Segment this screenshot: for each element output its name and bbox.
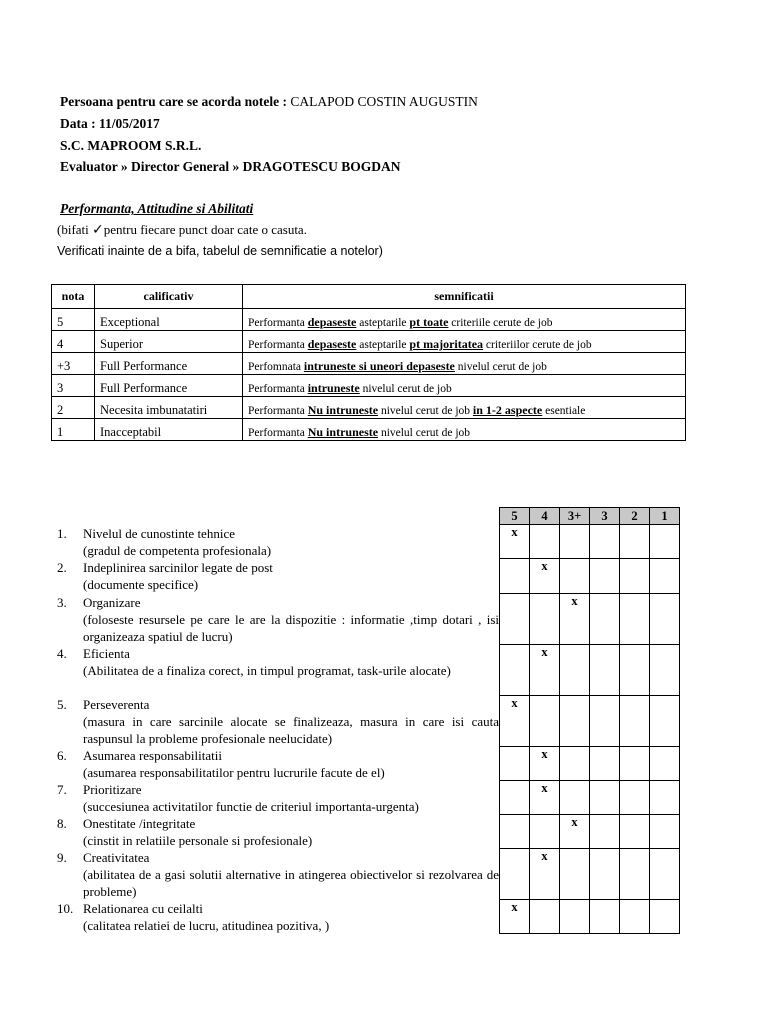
legend-nota: 3 (52, 375, 95, 397)
score-checkbox[interactable] (620, 849, 650, 900)
legend-header-semnificatii: semnificatii (243, 285, 686, 309)
score-checkbox[interactable] (500, 645, 530, 696)
criterion-description: (Abilitatea de a finaliza corect, in timpul programat, task-urile alocate) (83, 663, 451, 678)
score-checkbox[interactable] (590, 849, 620, 900)
note-suffix: pentru fiecare punct doar cate o casuta. (103, 222, 307, 237)
score-checkbox[interactable] (620, 559, 650, 594)
score-checkbox[interactable] (530, 525, 560, 559)
score-checkbox[interactable] (650, 747, 680, 781)
score-checkbox[interactable] (650, 645, 680, 696)
score-checkbox[interactable] (590, 815, 620, 849)
legend-nota: 2 (52, 397, 95, 419)
criterion-item (57, 849, 499, 900)
score-checkbox-checked[interactable]: x (530, 747, 560, 781)
company-name: S.C. MAPROOM S.R.L. (60, 138, 202, 153)
legend-text: asteptarile (356, 339, 410, 351)
legend-text: Performanta (248, 317, 308, 329)
criterion-number: 5. (57, 697, 67, 712)
criterion-description: (documente specifice) (83, 577, 199, 592)
score-checkbox[interactable] (560, 525, 590, 559)
criterion-description: (abilitatea de a gasi solutii alternative in atingerea obiectivelor si rezolvarea de probleme) (83, 867, 499, 899)
score-checkbox-checked[interactable]: x (530, 849, 560, 900)
grid-row (500, 900, 680, 934)
score-checkbox[interactable] (500, 747, 530, 781)
criterion-description: (calitatea relatiei de lucru, atitudinea pozitiva, ) (83, 918, 330, 933)
score-checkbox[interactable] (560, 781, 590, 815)
criterion-item (57, 696, 499, 747)
grid-row (500, 696, 680, 747)
criterion-description: (foloseste resursele pe care le are la dispozitie : informatie ,timp dotari , isi organizeaza spatiul de lucru) (83, 612, 499, 644)
criterion-item (57, 645, 499, 679)
legend-row (52, 375, 686, 397)
score-checkbox[interactable] (500, 781, 530, 815)
criterion-title: Relationarea cu ceilalti (83, 901, 203, 916)
grid-header-cell: 5 (500, 508, 530, 525)
criterion-description: (succesiunea activitatilor functie de criteriul importanta-urgenta) (83, 799, 419, 814)
legend-text: Perfomnata (248, 361, 304, 373)
criterion-title: Organizare (83, 595, 141, 610)
criterion-number: 10. (57, 901, 74, 916)
legend-emphasis: pt majoritatea (409, 337, 484, 351)
legend-calificativ: Necesita imbunatatiri (95, 397, 243, 419)
legend-semnificatie (243, 375, 686, 397)
score-checkbox[interactable] (560, 747, 590, 781)
legend-emphasis: depaseste (307, 337, 357, 351)
grid-row (500, 645, 680, 696)
legend-emphasis: intruneste (307, 381, 360, 395)
criterion-item (57, 747, 499, 781)
criterion-item (57, 781, 499, 815)
criterion-number: 6. (57, 748, 67, 763)
legend-calificativ: Superior (95, 331, 243, 353)
score-checkbox[interactable] (590, 900, 620, 934)
legend-text: criteriile cerute de job (448, 317, 553, 329)
score-checkbox-checked[interactable]: x (560, 815, 590, 849)
date-line (60, 115, 160, 133)
legend-semnificatie (243, 397, 686, 419)
criterion-number: 8. (57, 816, 67, 831)
score-checkbox[interactable] (650, 594, 680, 645)
person-line (60, 93, 478, 111)
score-checkbox[interactable] (530, 900, 560, 934)
person-name: CALAPOD COSTIN AUGUSTIN (290, 94, 478, 109)
evaluator-label: Evaluator » Director General » (60, 159, 240, 174)
criterion-number: 2. (57, 560, 67, 575)
grid-row (500, 559, 680, 594)
criterion-number: 1. (57, 526, 67, 541)
criterion-item (57, 815, 499, 849)
legend-nota: +3 (52, 353, 95, 375)
checkmark-icon: ✓ (92, 222, 104, 238)
score-checkbox[interactable] (560, 900, 590, 934)
legend-header-calificativ: calificativ (95, 285, 243, 309)
score-checkbox-checked[interactable]: x (500, 900, 530, 934)
date-label: Data : (60, 116, 96, 131)
score-checkbox[interactable] (620, 781, 650, 815)
score-checkbox[interactable] (620, 900, 650, 934)
legend-calificativ: Full Performance (95, 353, 243, 375)
criterion-number: 7. (57, 782, 67, 797)
instruction-note (57, 222, 307, 238)
grade-legend-table (51, 284, 686, 441)
legend-nota: 4 (52, 331, 95, 353)
score-checkbox[interactable] (560, 849, 590, 900)
score-checkbox[interactable] (650, 696, 680, 747)
note-prefix: (bifati (57, 222, 89, 237)
evaluator-name: DRAGOTESCU BOGDAN (242, 159, 401, 174)
legend-semnificatie (243, 309, 686, 331)
score-checkbox[interactable] (620, 645, 650, 696)
score-checkbox-checked[interactable]: x (500, 696, 530, 747)
score-checkbox[interactable] (620, 815, 650, 849)
criterion-title: Prioritizare (83, 782, 142, 797)
score-checkbox-checked[interactable]: x (530, 559, 560, 594)
legend-text: Performanta (248, 383, 308, 395)
grid-header-cell: 2 (620, 508, 650, 525)
score-checkbox[interactable] (560, 559, 590, 594)
section-title: Performanta, Attitudine si Abilitati (60, 201, 254, 216)
score-checkbox[interactable] (620, 696, 650, 747)
score-checkbox-checked[interactable]: x (530, 781, 560, 815)
score-checkbox[interactable] (590, 747, 620, 781)
criterion-description: (cinstit in relatiile personale si profesionale) (83, 833, 313, 848)
legend-row (52, 397, 686, 419)
legend-nota: 5 (52, 309, 95, 331)
score-grid (499, 507, 680, 934)
grid-row (500, 815, 680, 849)
score-checkbox[interactable] (650, 559, 680, 594)
score-checkbox-checked[interactable]: x (500, 525, 530, 559)
score-checkbox-checked[interactable]: x (560, 594, 590, 645)
criterion-description: (masura in care sarcinile alocate se finalizeaza, masura in care isi cauta raspunsul la probleme profesionale neelucidate) (83, 714, 499, 746)
criterion-item (57, 525, 499, 559)
legend-text: asteptarile (356, 317, 410, 329)
legend-text: esentiale (542, 405, 586, 417)
legend-calificativ: Inacceptabil (95, 419, 243, 441)
legend-row (52, 419, 686, 441)
criterion-description: (asumarea responsabilitatilor pentru lucrurile facute de el) (83, 765, 385, 780)
score-checkbox[interactable] (500, 815, 530, 849)
grid-header-cell: 3+ (560, 508, 590, 525)
criterion-description: (gradul de competenta profesionala) (83, 543, 272, 558)
legend-header-nota: nota (52, 285, 95, 309)
legend-text: nivelul cerut de job (359, 383, 452, 395)
score-checkbox[interactable] (530, 594, 560, 645)
score-checkbox[interactable] (650, 781, 680, 815)
score-checkbox[interactable] (590, 525, 620, 559)
legend-nota: 1 (52, 419, 95, 441)
legend-emphasis: depaseste (307, 315, 357, 329)
grid-row (500, 849, 680, 900)
score-checkbox[interactable] (590, 645, 620, 696)
grid-header-cell: 3 (590, 508, 620, 525)
grid-row (500, 525, 680, 559)
criterion-item (57, 559, 499, 593)
score-checkbox[interactable] (650, 815, 680, 849)
score-checkbox[interactable] (500, 594, 530, 645)
criterion-title: Onestitate /integritate (83, 816, 196, 831)
legend-emphasis: intruneste si uneori depaseste (303, 359, 455, 373)
legend-text: Performanta (248, 339, 308, 351)
score-checkbox[interactable] (560, 645, 590, 696)
criterion-title: Eficienta (83, 646, 130, 661)
criterion-title: Perseverenta (83, 697, 150, 712)
score-checkbox[interactable] (650, 849, 680, 900)
criterion-item (57, 594, 499, 645)
criterion-title: Asumarea responsabilitatii (83, 748, 222, 763)
legend-semnificatie (243, 353, 686, 375)
grid-header-cell: 4 (530, 508, 560, 525)
score-checkbox[interactable] (590, 559, 620, 594)
person-label: Persoana pentru care se acorda notele : (60, 94, 287, 109)
legend-calificativ: Full Performance (95, 375, 243, 397)
date-value: 11/05/2017 (99, 116, 160, 131)
legend-calificativ: Exceptional (95, 309, 243, 331)
criterion-number: 4. (57, 646, 67, 661)
score-checkbox-checked[interactable]: x (530, 645, 560, 696)
grid-row (500, 781, 680, 815)
legend-semnificatie (243, 419, 686, 441)
evaluator-line (60, 158, 401, 176)
score-checkbox[interactable] (590, 594, 620, 645)
legend-semnificatie (243, 331, 686, 353)
legend-text: Performanta (248, 427, 308, 439)
score-checkbox[interactable] (530, 815, 560, 849)
legend-row (52, 331, 686, 353)
grid-row (500, 594, 680, 645)
score-checkbox[interactable] (650, 525, 680, 559)
score-checkbox[interactable] (620, 525, 650, 559)
score-checkbox[interactable] (500, 849, 530, 900)
grid-header-cell: 1 (650, 508, 680, 525)
legend-emphasis: Nu intruneste (307, 425, 379, 439)
criterion-item (57, 900, 499, 934)
legend-text: criteriilor cerute de job (483, 339, 592, 351)
company-line (60, 137, 201, 155)
legend-text: nivelul cerut de job (378, 405, 473, 417)
instruction-note-2: Verificati inainte de a bifa, tabelul de semnificatie a notelor) (57, 244, 383, 258)
legend-emphasis: pt toate (409, 315, 449, 329)
score-checkbox[interactable] (500, 559, 530, 594)
criterion-number: 9. (57, 850, 67, 865)
criterion-title: Creativitatea (83, 850, 150, 865)
score-checkbox[interactable] (560, 696, 590, 747)
grid-row (500, 747, 680, 781)
score-checkbox[interactable] (530, 696, 560, 747)
legend-header-row (52, 285, 686, 309)
score-checkbox[interactable] (620, 747, 650, 781)
criterion-title: Nivelul de cunostinte tehnice (83, 526, 235, 541)
score-grid-header (500, 508, 680, 525)
legend-text: nivelul cerut de job (378, 427, 471, 439)
legend-row (52, 309, 686, 331)
legend-row (52, 353, 686, 375)
legend-text: nivelul cerut de job (454, 361, 547, 373)
legend-emphasis: in 1-2 aspecte (472, 403, 543, 417)
score-checkbox[interactable] (650, 900, 680, 934)
criterion-number: 3. (57, 595, 67, 610)
score-checkbox[interactable] (620, 594, 650, 645)
criterion-title: Indeplinirea sarcinilor legate de post (83, 560, 273, 575)
score-checkbox[interactable] (590, 696, 620, 747)
score-checkbox[interactable] (590, 781, 620, 815)
legend-text: Performanta (248, 405, 308, 417)
legend-emphasis: Nu intruneste (307, 403, 379, 417)
